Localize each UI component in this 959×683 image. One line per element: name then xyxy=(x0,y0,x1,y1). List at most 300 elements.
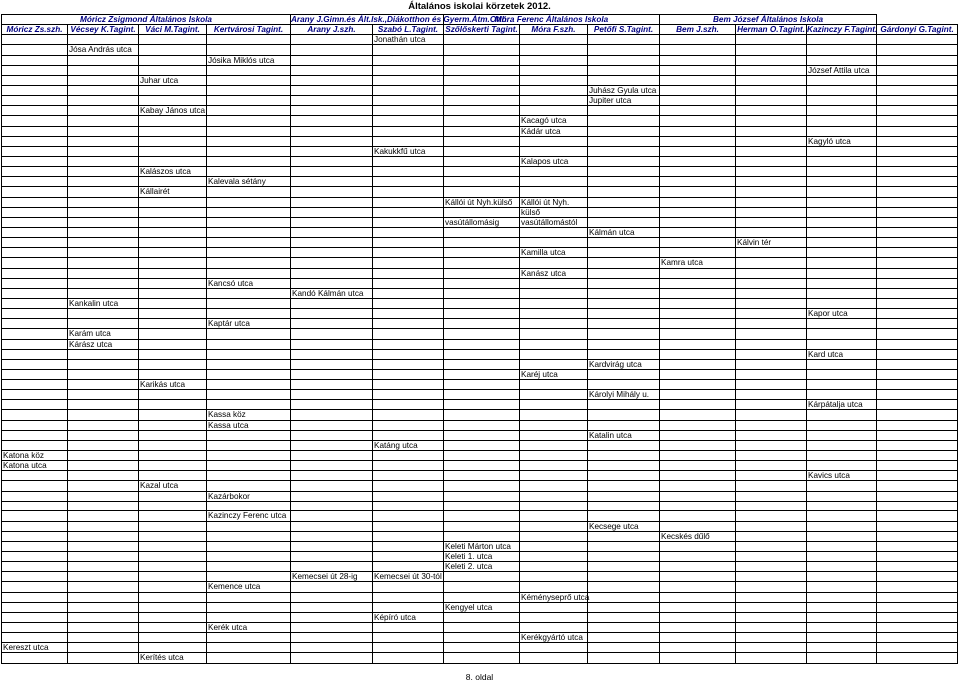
empty-cell xyxy=(444,55,520,65)
empty-cell xyxy=(877,298,958,308)
empty-cell xyxy=(877,541,958,551)
empty-cell xyxy=(520,96,588,106)
empty-cell xyxy=(2,227,68,237)
empty-cell xyxy=(291,156,373,166)
empty-cell xyxy=(373,623,444,633)
empty-cell xyxy=(588,501,660,511)
empty-cell xyxy=(660,461,736,471)
table-row xyxy=(2,329,958,339)
empty-cell xyxy=(291,45,373,55)
empty-cell xyxy=(139,319,207,329)
empty-cell xyxy=(207,197,291,207)
empty-cell xyxy=(877,461,958,471)
street-cell: Kerékgyártó utca xyxy=(520,633,588,643)
empty-cell xyxy=(660,592,736,602)
empty-cell xyxy=(807,329,877,339)
empty-cell xyxy=(291,55,373,65)
empty-cell xyxy=(291,329,373,339)
empty-cell xyxy=(2,592,68,602)
empty-cell xyxy=(373,501,444,511)
street-cell: Kálvin tér xyxy=(736,238,807,248)
empty-cell xyxy=(877,612,958,622)
empty-cell xyxy=(139,268,207,278)
empty-cell xyxy=(139,339,207,349)
branch-name-cell: Petőfi S.Tagint. xyxy=(588,25,660,35)
empty-cell xyxy=(2,390,68,400)
empty-cell xyxy=(588,167,660,177)
empty-cell xyxy=(736,572,807,582)
empty-cell xyxy=(139,207,207,217)
empty-cell xyxy=(373,96,444,106)
empty-cell xyxy=(660,471,736,481)
empty-cell xyxy=(660,369,736,379)
empty-cell xyxy=(291,106,373,116)
table-row xyxy=(2,309,958,319)
empty-cell xyxy=(736,187,807,197)
empty-cell xyxy=(291,227,373,237)
empty-cell xyxy=(660,643,736,653)
empty-cell xyxy=(291,491,373,501)
empty-cell xyxy=(444,369,520,379)
empty-cell xyxy=(207,75,291,85)
table-row xyxy=(2,146,958,156)
empty-cell xyxy=(373,248,444,258)
empty-cell xyxy=(291,258,373,268)
street-cell: Kemecsei út 28-ig xyxy=(291,572,373,582)
empty-cell xyxy=(2,258,68,268)
empty-cell xyxy=(660,623,736,633)
empty-cell xyxy=(807,592,877,602)
empty-cell xyxy=(807,167,877,177)
empty-cell xyxy=(139,410,207,420)
empty-cell xyxy=(520,572,588,582)
empty-cell xyxy=(291,400,373,410)
street-cell: külső xyxy=(520,207,588,217)
empty-cell xyxy=(444,612,520,622)
empty-cell xyxy=(444,288,520,298)
empty-cell xyxy=(444,511,520,521)
empty-cell xyxy=(877,177,958,187)
empty-cell xyxy=(807,248,877,258)
empty-cell xyxy=(736,612,807,622)
empty-cell xyxy=(877,197,958,207)
empty-cell xyxy=(588,106,660,116)
empty-cell xyxy=(660,65,736,75)
empty-cell xyxy=(877,75,958,85)
empty-cell xyxy=(68,156,139,166)
empty-cell xyxy=(68,633,139,643)
empty-cell xyxy=(139,592,207,602)
empty-cell xyxy=(139,400,207,410)
empty-cell xyxy=(139,643,207,653)
empty-cell xyxy=(139,420,207,430)
empty-cell xyxy=(2,288,68,298)
empty-cell xyxy=(68,126,139,136)
empty-cell xyxy=(2,562,68,572)
branch-header-row xyxy=(2,25,958,35)
empty-cell xyxy=(520,227,588,237)
empty-cell xyxy=(68,582,139,592)
street-cell: Kavics utca xyxy=(807,471,877,481)
empty-cell xyxy=(588,349,660,359)
table-row xyxy=(2,501,958,511)
street-cell: Juhász Gyula utca xyxy=(588,85,660,95)
empty-cell xyxy=(807,106,877,116)
empty-cell xyxy=(139,309,207,319)
table-row xyxy=(2,65,958,75)
empty-cell xyxy=(444,592,520,602)
empty-cell xyxy=(588,309,660,319)
empty-cell xyxy=(660,451,736,461)
empty-cell xyxy=(588,126,660,136)
empty-cell xyxy=(2,268,68,278)
empty-cell xyxy=(520,511,588,521)
empty-cell xyxy=(877,268,958,278)
street-cell: Kassa köz xyxy=(207,410,291,420)
empty-cell xyxy=(660,268,736,278)
empty-cell xyxy=(520,440,588,450)
empty-cell xyxy=(877,623,958,633)
empty-cell xyxy=(373,562,444,572)
empty-cell xyxy=(207,643,291,653)
street-cell: Kengyel utca xyxy=(444,602,520,612)
empty-cell xyxy=(373,430,444,440)
empty-cell xyxy=(373,541,444,551)
empty-cell xyxy=(139,35,207,45)
table-row xyxy=(2,410,958,420)
empty-cell xyxy=(520,582,588,592)
school-header-row xyxy=(2,15,958,25)
empty-cell xyxy=(139,582,207,592)
table-row xyxy=(2,380,958,390)
empty-cell xyxy=(736,136,807,146)
empty-cell xyxy=(444,481,520,491)
empty-cell xyxy=(207,521,291,531)
empty-cell xyxy=(736,55,807,65)
empty-cell xyxy=(444,349,520,359)
empty-cell xyxy=(588,298,660,308)
empty-cell xyxy=(660,633,736,643)
empty-cell xyxy=(736,359,807,369)
empty-cell xyxy=(291,430,373,440)
empty-cell xyxy=(807,541,877,551)
empty-cell xyxy=(877,369,958,379)
empty-cell xyxy=(877,440,958,450)
empty-cell xyxy=(588,136,660,146)
empty-cell xyxy=(877,380,958,390)
empty-cell xyxy=(373,227,444,237)
empty-cell xyxy=(373,187,444,197)
street-cell: Kabay János utca xyxy=(140,106,206,116)
empty-cell xyxy=(2,197,68,207)
empty-cell xyxy=(373,156,444,166)
empty-cell xyxy=(2,85,68,95)
empty-cell xyxy=(807,501,877,511)
street-cell: Kazal utca xyxy=(139,481,207,491)
empty-cell xyxy=(2,96,68,106)
table-row xyxy=(2,35,958,45)
street-cell: Kazinczy Ferenc utca xyxy=(207,511,291,521)
empty-cell xyxy=(660,298,736,308)
branch-name-cell: Vécsey K.Tagint. xyxy=(68,25,139,35)
empty-cell xyxy=(291,380,373,390)
empty-cell xyxy=(736,278,807,288)
empty-cell xyxy=(444,380,520,390)
empty-cell xyxy=(291,96,373,106)
empty-cell xyxy=(807,451,877,461)
empty-cell xyxy=(660,238,736,248)
empty-cell xyxy=(291,309,373,319)
empty-cell xyxy=(444,471,520,481)
empty-cell xyxy=(660,440,736,450)
empty-cell xyxy=(588,369,660,379)
empty-cell xyxy=(520,491,588,501)
empty-cell xyxy=(660,380,736,390)
empty-cell xyxy=(877,349,958,359)
table-row xyxy=(2,612,958,622)
empty-cell xyxy=(139,511,207,521)
empty-cell xyxy=(877,96,958,106)
empty-cell xyxy=(444,440,520,450)
empty-cell xyxy=(373,75,444,85)
empty-cell xyxy=(139,45,207,55)
empty-cell xyxy=(68,197,139,207)
street-cell: Kecskés dűlő xyxy=(660,531,736,541)
empty-cell xyxy=(207,96,291,106)
empty-cell xyxy=(2,116,68,126)
empty-cell xyxy=(877,339,958,349)
empty-cell xyxy=(207,481,291,491)
empty-cell xyxy=(2,35,68,45)
empty-cell xyxy=(588,653,660,664)
empty-cell xyxy=(291,35,373,45)
empty-cell xyxy=(807,339,877,349)
empty-cell xyxy=(877,359,958,369)
empty-cell xyxy=(373,55,444,65)
table-row xyxy=(2,369,958,379)
empty-cell xyxy=(139,116,207,126)
empty-cell xyxy=(736,380,807,390)
empty-cell xyxy=(444,572,520,582)
empty-cell xyxy=(520,85,588,95)
empty-cell xyxy=(139,96,207,106)
empty-cell xyxy=(660,167,736,177)
empty-cell xyxy=(2,602,68,612)
empty-cell xyxy=(291,278,373,288)
empty-cell xyxy=(68,75,139,85)
empty-cell xyxy=(373,471,444,481)
empty-cell xyxy=(68,643,139,653)
empty-cell xyxy=(68,531,139,541)
empty-cell xyxy=(444,521,520,531)
empty-cell xyxy=(444,430,520,440)
empty-cell xyxy=(373,481,444,491)
empty-cell xyxy=(207,592,291,602)
empty-cell xyxy=(736,410,807,420)
page-title: Általános iskolai körzetek 2012. xyxy=(408,1,551,12)
empty-cell xyxy=(139,541,207,551)
empty-cell xyxy=(807,156,877,166)
empty-cell xyxy=(68,187,139,197)
empty-cell xyxy=(207,156,291,166)
street-cell: Kállairét xyxy=(139,187,207,197)
empty-cell xyxy=(520,349,588,359)
table-row xyxy=(2,126,958,136)
street-cell: Károlyi Mihály u. xyxy=(588,390,660,400)
empty-cell xyxy=(2,167,68,177)
empty-cell xyxy=(588,420,660,430)
empty-cell xyxy=(139,521,207,531)
empty-cell xyxy=(68,481,139,491)
empty-cell xyxy=(588,410,660,420)
empty-cell xyxy=(444,75,520,85)
empty-cell xyxy=(291,461,373,471)
empty-cell xyxy=(373,258,444,268)
empty-cell xyxy=(68,116,139,126)
empty-cell xyxy=(291,126,373,136)
empty-cell xyxy=(373,359,444,369)
empty-cell xyxy=(877,238,958,248)
empty-cell xyxy=(291,116,373,126)
street-cell: Kandó Kálmán utca xyxy=(291,288,373,298)
empty-cell xyxy=(520,501,588,511)
empty-cell xyxy=(520,451,588,461)
empty-cell xyxy=(660,227,736,237)
empty-cell xyxy=(373,298,444,308)
empty-cell xyxy=(588,187,660,197)
empty-cell xyxy=(291,521,373,531)
empty-cell xyxy=(291,268,373,278)
empty-cell xyxy=(139,146,207,156)
table-row xyxy=(2,562,958,572)
empty-cell xyxy=(444,451,520,461)
empty-cell xyxy=(736,643,807,653)
empty-cell xyxy=(877,430,958,440)
empty-cell xyxy=(139,238,207,248)
empty-cell xyxy=(207,227,291,237)
empty-cell xyxy=(807,572,877,582)
empty-cell xyxy=(373,136,444,146)
empty-cell xyxy=(139,217,207,227)
empty-cell xyxy=(520,309,588,319)
empty-cell xyxy=(736,562,807,572)
empty-cell xyxy=(520,55,588,65)
empty-cell xyxy=(139,440,207,450)
empty-cell xyxy=(68,653,139,664)
table-row xyxy=(2,582,958,592)
street-cell: Kerítés utca xyxy=(139,653,207,664)
table-row xyxy=(2,420,958,430)
empty-cell xyxy=(807,612,877,622)
table-row xyxy=(2,177,958,187)
table-row xyxy=(2,349,958,359)
empty-cell xyxy=(807,96,877,106)
empty-cell xyxy=(2,187,68,197)
empty-cell xyxy=(588,217,660,227)
empty-cell xyxy=(444,420,520,430)
empty-cell xyxy=(660,217,736,227)
empty-cell xyxy=(660,197,736,207)
empty-cell xyxy=(2,238,68,248)
empty-cell xyxy=(877,471,958,481)
empty-cell xyxy=(139,288,207,298)
empty-cell xyxy=(877,552,958,562)
empty-cell xyxy=(520,461,588,471)
empty-cell xyxy=(139,633,207,643)
table-row xyxy=(2,491,958,501)
empty-cell xyxy=(588,197,660,207)
table-row xyxy=(2,96,958,106)
empty-cell xyxy=(660,582,736,592)
empty-cell xyxy=(207,400,291,410)
empty-cell xyxy=(68,612,139,622)
empty-cell xyxy=(660,55,736,65)
empty-cell xyxy=(207,85,291,95)
empty-cell xyxy=(520,75,588,85)
table-row xyxy=(2,623,958,633)
empty-cell xyxy=(520,420,588,430)
empty-cell xyxy=(520,329,588,339)
empty-cell xyxy=(660,430,736,440)
empty-cell xyxy=(207,552,291,562)
empty-cell xyxy=(877,116,958,126)
empty-cell xyxy=(444,45,520,55)
empty-cell xyxy=(373,339,444,349)
empty-cell xyxy=(139,572,207,582)
empty-cell xyxy=(520,531,588,541)
empty-cell xyxy=(807,653,877,664)
empty-cell xyxy=(520,238,588,248)
empty-cell xyxy=(877,65,958,75)
empty-cell xyxy=(588,75,660,85)
empty-cell xyxy=(207,45,291,55)
empty-cell xyxy=(660,116,736,126)
empty-cell xyxy=(444,177,520,187)
empty-cell xyxy=(68,410,139,420)
empty-cell xyxy=(877,491,958,501)
empty-cell xyxy=(588,288,660,298)
street-cell: Kazárbokor xyxy=(207,491,291,501)
school-name-cell: Arany J.Gimn.és Ált.Isk.,Diákotthon és Gyerm.Átm.Otth. xyxy=(291,15,509,24)
empty-cell xyxy=(2,298,68,308)
empty-cell xyxy=(444,35,520,45)
table-row xyxy=(2,400,958,410)
empty-cell xyxy=(736,602,807,612)
empty-cell xyxy=(736,552,807,562)
empty-cell xyxy=(68,420,139,430)
empty-cell xyxy=(207,288,291,298)
street-cell: Kalászos utca xyxy=(139,167,207,177)
empty-cell xyxy=(68,85,139,95)
empty-cell xyxy=(736,592,807,602)
empty-cell xyxy=(207,309,291,319)
empty-cell xyxy=(520,319,588,329)
empty-cell xyxy=(207,217,291,227)
empty-cell xyxy=(2,339,68,349)
street-cell: Kanász utca xyxy=(520,268,588,278)
empty-cell xyxy=(877,400,958,410)
empty-cell xyxy=(139,451,207,461)
empty-cell xyxy=(68,248,139,258)
empty-cell xyxy=(139,55,207,65)
empty-cell xyxy=(373,531,444,541)
empty-cell xyxy=(520,653,588,664)
empty-cell xyxy=(291,85,373,95)
empty-cell xyxy=(373,288,444,298)
empty-cell xyxy=(207,167,291,177)
empty-cell xyxy=(373,45,444,55)
empty-cell xyxy=(807,359,877,369)
